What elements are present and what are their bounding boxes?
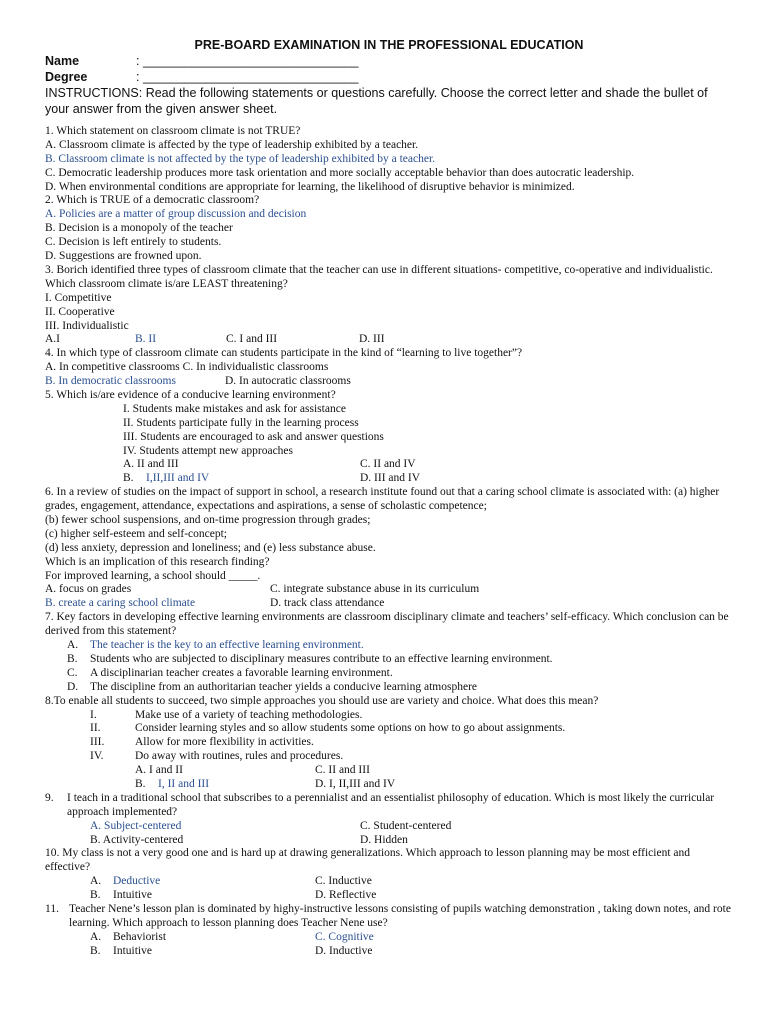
q5-choice-a: A. II and III — [123, 458, 179, 471]
q6-choice-c: C. integrate substance abuse in its curriculum — [270, 583, 480, 596]
q5-choices-bd — [45, 472, 733, 486]
q3-item-iii: III. Individualistic — [45, 319, 129, 332]
q11-choice-d: D. Inductive — [315, 944, 373, 957]
q10-stem: 10. My class is not a very good one and is hard up at drawing generalizations. Which approach to lesson planning may be most efficient and effective? — [45, 847, 691, 874]
q11-choice-b-letter: B. — [90, 944, 101, 957]
q11-choice-a-letter: A. — [90, 930, 102, 943]
q10-choices-ac — [45, 875, 733, 889]
q3-stem: 3. Borich identified three types of classroom climate that the teacher can use in different situations- competitive, co-operative and individualistic. Which classroom climate is/are LEAST threatening? — [45, 263, 713, 290]
q8-choice-b-letter: B. — [135, 777, 146, 790]
q7-choice-c-letter: C. — [67, 666, 78, 679]
q11-stem: Teacher Nene’s lesson plan is dominated by highy-instructive lessons consisting of pupils watching demonstration , taking down notes, and rote learning. Which approach to lesson planning does Teacher Nene use? — [69, 903, 731, 929]
q6-line-b: (b) fewer school suspensions, and on-time progression through grades; — [45, 514, 371, 527]
q8-item-iv: Do away with routines, rules and procedures. — [135, 750, 344, 763]
name-blank: : _______________________________ — [136, 54, 359, 68]
q9-choice-c: C. Student-centered — [360, 819, 452, 832]
q11-choice-c: C. Cognitive — [315, 930, 374, 943]
q6-stem: 6. In a review of studies on the impact of support in school, a research institute found out that a caring school climate is associated with: (a) higher grades, engagement, attendance, expectations and aspirations, a sense of scholastic competence; — [45, 486, 720, 513]
q5-choice-c: C. II and IV — [360, 458, 416, 471]
q8-item-i-row — [45, 709, 733, 723]
q11-stem-block — [45, 903, 733, 931]
q1-choice-b: B. Classroom climate is not affected by the type of leadership exhibited by a teacher. — [45, 152, 436, 165]
q6-choice-b: B. create a caring school climate — [45, 597, 196, 610]
q1-stem: 1. Which statement on classroom climate is not TRUE? — [45, 125, 301, 137]
q8-item-iv-row — [45, 750, 733, 764]
q10-choice-a-letter: A. — [90, 875, 102, 888]
degree-blank: : _______________________________ — [136, 70, 359, 84]
q10-choice-b: Intuitive — [113, 889, 152, 902]
q2-stem: 2. Which is TRUE of a democratic classroom? — [45, 194, 260, 207]
q3-choice-a: A.I — [45, 333, 61, 346]
q5-item-iii: III. Students are encouraged to ask and answer questions — [123, 430, 384, 443]
q7-choice-a-letter: A. — [67, 639, 79, 652]
q5-choice-b-letter: B. — [123, 472, 134, 485]
q7-choice-a: The teacher is the key to an effective learning environment. — [90, 639, 364, 652]
q5-stem: 5. Which is/are evidence of a conducive learning environment? — [45, 388, 336, 401]
q10-choice-c: C. Inductive — [315, 875, 372, 888]
questions — [45, 125, 733, 959]
q7-choice-b-letter: B. — [67, 652, 78, 665]
q6-choice-a: A. focus on grades — [45, 583, 132, 596]
q8-stem: 8.To enable all students to succeed, two simple approaches you should use are variety and choice. What does this mean? — [45, 694, 599, 707]
q7-choice-c-row — [45, 667, 733, 681]
page-title: PRE-BOARD EXAMINATION IN THE PROFESSIONAL EDUCATION — [194, 38, 584, 52]
q3-choices — [45, 333, 733, 347]
q8-item-ii-numeral: II. — [90, 722, 101, 735]
q7-choice-d-letter: D. — [67, 680, 79, 693]
q9-number: 9. — [45, 791, 54, 804]
q10-choices-bd — [45, 889, 733, 903]
degree-label: Degree — [45, 70, 88, 84]
degree-field-row — [45, 69, 733, 85]
q8-choice-c: C. II and III — [315, 764, 370, 777]
q6-choices-ac — [45, 583, 733, 597]
q1-choice-d: D. When environmental conditions are appropriate for learning, the likelihood of disruptive behavior is minimized. — [45, 180, 575, 193]
q9-choice-b: B. Activity-centered — [90, 833, 184, 846]
q4-choices-bd — [45, 375, 733, 389]
q5-item-ii: II. Students participate fully in the learning process — [123, 416, 359, 429]
q7-choice-c: A disciplinarian teacher creates a favorable learning environment. — [90, 666, 393, 679]
q4-choice-d: D. In autocratic classrooms — [225, 375, 351, 388]
q10-choice-a: Deductive — [113, 875, 161, 888]
q2-choice-c: C. Decision is left entirely to students. — [45, 236, 222, 249]
q9-stem: I teach in a traditional school that subscribes to a perennialist and an essentialist philosophy of education. Which is most likely the curricular approach implemented? — [67, 791, 715, 818]
q5-choice-b: I,II,III and IV — [146, 472, 210, 485]
q8-choice-d: D. I, II,III and IV — [315, 777, 396, 790]
q5-item-iv: IV. Students attempt new approaches — [123, 444, 294, 457]
q6-prompt: For improved learning, a school should _____. — [45, 569, 261, 582]
q9-choices-bd — [45, 834, 733, 848]
q8-item-i-numeral: I. — [90, 708, 97, 721]
q6-choices-bd — [45, 597, 733, 611]
q8-item-ii-row — [45, 722, 733, 736]
q11-choices-ac — [45, 931, 733, 945]
q8-item-ii: Consider learning styles and so allow students some options on how to go about assignments. — [135, 722, 566, 735]
q8-item-iii-row — [45, 736, 733, 750]
q9-choice-a: A. Subject-centered — [90, 819, 182, 832]
q1-choice-c: C. Democratic leadership produces more task orientation and more socially acceptable behavior than does autocratic leadership. — [45, 166, 635, 179]
q5-choices-ac — [45, 458, 733, 472]
q11-number: 11. — [45, 903, 59, 916]
q8-item-i: Make use of a variety of teaching methodologies. — [135, 708, 363, 721]
q6-line-c: (c) higher self-esteem and self-concept; — [45, 527, 227, 540]
q8-choices-ac — [45, 764, 733, 778]
q3-choice-c: C. I and III — [226, 333, 278, 346]
q6-line-d: (d) less anxiety, depression and loneliness; and (e) less substance abuse. — [45, 541, 376, 554]
q9-choices-ac — [45, 820, 733, 834]
q8-item-iii: Allow for more flexibility in activities. — [135, 736, 314, 749]
q4-choice-b: B. In democratic classrooms — [45, 375, 176, 388]
q10-choice-b-letter: B. — [90, 889, 101, 902]
q2-choice-d: D. Suggestions are frowned upon. — [45, 250, 202, 263]
q3-choice-b: B. II — [135, 333, 157, 346]
q2-choice-a: A. Policies are a matter of group discussion and decision — [45, 208, 307, 221]
name-label: Name — [45, 54, 80, 68]
instructions: INSTRUCTIONS: Read the following statements or questions carefully. Choose the correct letter and shade the bullet of your answer from the given answer sheet. — [45, 86, 708, 116]
q11-choice-b: Intuitive — [113, 944, 152, 957]
q6-question: Which is an implication of this research finding? — [45, 555, 270, 568]
q3-choice-d: D. III — [359, 333, 385, 346]
q9-choice-d: D. Hidden — [360, 833, 408, 846]
q7-stem: 7. Key factors in developing effective learning environments are classroom disciplinary climate and teachers’ self-efficacy. Which conclusion can be derived from this statement? — [45, 611, 729, 638]
q4-stem: 4. In which type of classroom climate can students participate in the kind of “learning to live together”? — [45, 347, 523, 360]
q3-item-ii: II. Cooperative — [45, 305, 115, 318]
q8-item-iv-numeral: IV. — [90, 750, 104, 763]
q3-item-i: I. Competitive — [45, 291, 112, 304]
name-field-row — [45, 53, 733, 69]
q5-choice-d: D. III and IV — [360, 472, 421, 485]
q4-choices-ac: A. In competitive classrooms C. In individualistic classrooms — [45, 361, 329, 374]
q8-item-iii-numeral: III. — [90, 736, 105, 749]
q7-choice-d-row — [45, 681, 733, 695]
q8-choice-b: I, II and III — [158, 777, 210, 790]
exam-document — [45, 38, 733, 959]
q7-choice-d: The discipline from an authoritarian teacher yields a conducive learning atmosphere — [90, 680, 478, 693]
q9-stem-block — [45, 792, 733, 820]
q7-choice-b-row — [45, 653, 733, 667]
q11-choice-a: Behaviorist — [113, 930, 167, 943]
q8-choice-a: A. I and II — [135, 764, 183, 777]
q11-choices-bd — [45, 945, 733, 959]
q6-choice-d: D. track class attendance — [270, 597, 385, 610]
q7-choice-b: Students who are subjected to disciplinary measures contribute to an effective learning environment. — [90, 652, 553, 665]
q7-choice-a-row — [45, 639, 733, 653]
q1-choice-a: A. Classroom climate is affected by the type of leadership exhibited by a teacher. — [45, 138, 419, 151]
q2-choice-b: B. Decision is a monopoly of the teacher — [45, 222, 233, 235]
q8-choices-bd — [45, 778, 733, 792]
q5-item-i: I. Students make mistakes and ask for assistance — [123, 402, 346, 415]
q10-choice-d: D. Reflective — [315, 889, 377, 902]
